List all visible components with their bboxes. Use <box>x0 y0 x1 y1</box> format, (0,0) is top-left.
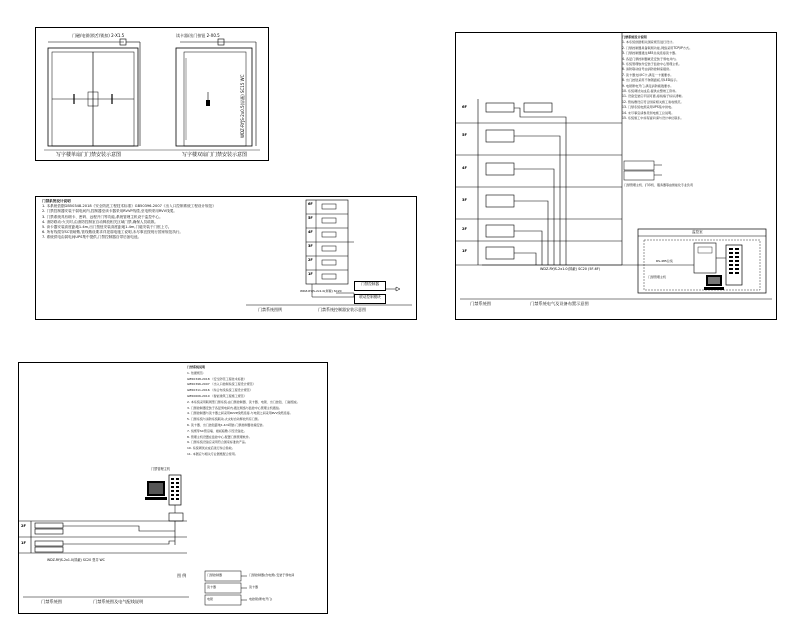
floor-label: 2F <box>21 524 26 528</box>
caption-single-door: 写字楼双扇门门禁安装示意图 <box>182 152 248 158</box>
floor-label: 6F <box>308 202 313 206</box>
sheet-system-notes <box>18 362 328 614</box>
sheet-notes-riser <box>35 196 417 320</box>
note-line: 3. 门禁控制器通过485总线连接读卡器。 <box>622 51 679 56</box>
bus-label: RS-485总线 <box>656 259 673 263</box>
caption-equipment-layout: 门禁系统电气及设备布置示意图 <box>530 301 589 306</box>
legend-title: 图 例 <box>177 573 187 578</box>
door-label-lock: 门磁/电锁(锁舌/锁扣) 2-X1.5 <box>72 33 125 38</box>
note-line: 1. 本系统依据相关国家规范进行设计。 <box>622 40 676 45</box>
note-line: 1. 本系统依据GB50348-2018《安全防范工程技术标准》GB50396-2007《出入口控制系统工程设计规范》 <box>42 204 216 209</box>
sheet-system-riser <box>455 32 777 320</box>
note-line: GB50606-2010 《智能建筑工程施工规范》 <box>187 393 247 398</box>
door-elevation-drawing <box>36 28 268 160</box>
note-line: 5. 门禁系统与消防系统联动,火灾时自动释放所有门禁。 <box>187 417 261 422</box>
panel-note: 门禁管理主机、打印机、服务器等由智能化专业负责 <box>624 183 694 187</box>
note-line: 2. 门禁控制器安装于弱电间内,控制器至读卡器采用RVVP线缆,至电锁采用RVV线缆。 <box>42 209 177 214</box>
pc-label: 门禁管理主机 <box>151 467 171 471</box>
floor-label: 4F <box>462 166 467 170</box>
note-line: 1. 依据规范: <box>187 370 204 375</box>
floor-label: 6F <box>462 105 467 109</box>
caption-lower-riser: 门禁系统图 <box>41 599 62 604</box>
riser-cable-label: WDZ-RYJS-2x1.0(屏蔽) SC20 (5F-6F) <box>540 267 601 271</box>
floor-label: 2F <box>462 227 467 231</box>
note-line: GB50311-2016 《综合布线系统工程设计规范》 <box>187 388 253 393</box>
floor-label: 3F <box>462 198 467 202</box>
legend-tag: 门禁系统图例 <box>258 307 282 312</box>
note-line: 7. 读卡器支持IC卡,满足一卡通要求。 <box>622 72 674 77</box>
floor-label: 5F <box>308 216 313 220</box>
note-line: 4. 各层门禁控制器就近安装于弱电井内。 <box>622 56 679 61</box>
legend-symbol: 读卡器 <box>207 585 217 589</box>
note-line: 5. 系统管理软件安装于监控中心管理主机。 <box>622 62 682 67</box>
caption-system-riser: 门禁系统图 <box>470 301 491 306</box>
note-line: 8. 管理主机设置在监控中心,配置门禁管理软件。 <box>187 434 252 439</box>
caption-double-door: 写字楼单扇门门禁安装示意图 <box>56 152 122 158</box>
note-line: 11. 设备安装应牢固可靠,接线端子标识清晰。 <box>622 94 685 99</box>
notes-title: 门禁系统设计说明 <box>42 199 71 203</box>
riser-cable-label: WDZ-RYJS-2x1.0(屏蔽) SC20 <box>300 289 342 293</box>
floor-label: 4F <box>308 230 313 234</box>
door-label-reader: 读卡器/出门按钮 2-X0.5 <box>176 33 220 38</box>
note-line: 14. 未尽事宜请参见弱电施工总说明。 <box>622 110 675 115</box>
note-line: 9. 电锁断电开门,满足消防疏散要求。 <box>622 83 674 88</box>
note-line: 5. 读卡器安装高度距地1.4m,出门按钮安装高度距地1.4m,门磁安装于门框上方。 <box>42 225 172 230</box>
note-line: 4. 消防联动:火灾时,由消防控制室自动释放相关区域门禁,确保人员疏散。 <box>42 219 158 224</box>
note-line: 10. 系统调试完成后,提供完整竣工资料。 <box>622 89 679 94</box>
riser-cable-label: WDZ-RYJS-2x1.0(屏蔽) SC20 竖井 WC <box>47 558 105 562</box>
floor-label: 1F <box>21 541 26 545</box>
note-line: 9. 门禁系统设备应采用符合国家标准的产品。 <box>187 440 248 445</box>
note-line: 8. 出门按钮采用不锈钢面板,带LED指示。 <box>622 78 680 83</box>
floor-label: 1F <box>462 249 467 253</box>
controller-install-tag: 门禁系统控制器安装示意图 <box>318 307 366 312</box>
legend-symbol: 门禁控制器 <box>207 573 223 577</box>
note-line: 13. 门禁系统电源采用UPS集中供电。 <box>622 105 675 110</box>
floor-label: 3F <box>308 244 313 248</box>
note-line: 2. 门禁控制器具备联网功能,网络采用TCP/IP方式。 <box>622 45 693 50</box>
note-line: 2. 本系统采用联网型门禁系统,由门禁控制器、读卡器、电锁、出门按钮、门磁组成。 <box>187 399 300 404</box>
linkage-module-box: 联动控制模块 <box>354 294 386 304</box>
legend-desc: 门禁控制器(含电源),安装于弱电间 <box>249 573 295 577</box>
riser-diagram-main <box>456 33 776 319</box>
note-line: 7. 线缆穿SC管沿墙、楼板暗敷,引至设备处。 <box>187 428 247 433</box>
note-line: GB50348-2018 《安全防范工程技术标准》 <box>187 376 247 381</box>
note-line: 6. 消防联动信号由消防控制室提供。 <box>622 67 673 72</box>
floor-label: 2F <box>308 258 313 262</box>
note-line: 10. 系统调试完成后进行综合验收。 <box>187 446 235 451</box>
controller-box: 门禁控制器 <box>354 281 386 291</box>
note-line: 3. 门禁控制器安装于各层弱电间内,通过网络与监控中心管理主机通信。 <box>187 405 282 410</box>
note-line: 门禁系统设计说明 <box>622 35 647 39</box>
floor-label: 1F <box>308 272 313 276</box>
sheet-door-elevations <box>35 27 269 161</box>
note-line: 12. 管线敷设应符合国家相关施工验收规范。 <box>622 99 684 104</box>
note-line: 7. 系统供电由弱电间UPS集中提供,门禁控制器自带后备电池。 <box>42 235 142 240</box>
note-line: 6. 所有线缆穿SC管暗敷,管线敷设要求详见弱电施工说明,未尽事宜按现行国家规范执行。 <box>42 230 184 235</box>
note-line: 15. 系统施工中如有疑问请与设计单位联系。 <box>622 116 684 121</box>
caption-lower-notes: 门禁系统图及电气配线说明 <box>93 599 144 604</box>
legend-symbol: 电锁 <box>207 597 214 601</box>
notes-title: 门禁系统说明 <box>187 365 206 369</box>
note-line: 6. 读卡器、出门按钮距地1.4m明装,门禁控制器挂墙安装。 <box>187 422 266 427</box>
pc-label: 门禁管理主机 <box>648 275 667 279</box>
note-line: 3. 门禁系统具有刷卡、密码、远程开门等功能,系统管理主机设于监控中心。 <box>42 214 163 219</box>
note-line: 11. 本图应与相关专业图纸配合使用。 <box>187 451 238 456</box>
note-line: GB50396-2007 《出入口控制系统工程设计规范》 <box>187 382 256 387</box>
legend-desc: 电控锁(断电开门) <box>249 597 273 601</box>
note-line: 4. 门禁控制器与读卡器之间采用RVVP线缆连接,与电锁之间采用RVV线缆连接。 <box>187 411 293 416</box>
vertical-cable-label: WDZ-RYJS-2x0.5(屏蔽) SC15 WC <box>240 74 245 138</box>
legend-desc: 读卡器 <box>249 585 259 589</box>
monitoring-room-title: 监控室 <box>692 230 703 234</box>
floor-label: 5F <box>462 133 467 137</box>
